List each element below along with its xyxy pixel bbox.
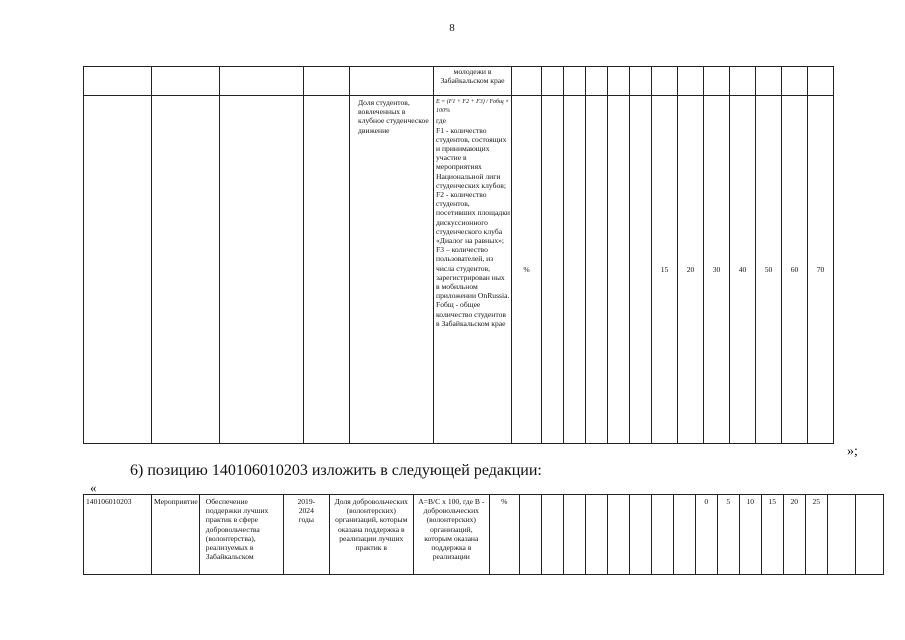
table-cell [756, 67, 782, 96]
table-cell [827, 495, 855, 575]
table-cell [630, 96, 652, 444]
method-line: где [436, 116, 446, 126]
table-cell [541, 495, 563, 575]
table-cell [704, 67, 730, 96]
table-cell [84, 67, 152, 96]
value-cell: 5 [717, 495, 739, 575]
opening-quote: « [90, 480, 97, 495]
table-cell [152, 67, 220, 96]
table-cell [564, 67, 586, 96]
value-cell: 0 [695, 495, 717, 575]
value-cell: 70 [808, 96, 834, 444]
formula: E = (F1 + F2 + F3) / Fобщ × 100% [436, 99, 510, 115]
table-cell [563, 495, 585, 575]
period-cell: 2019-2024 годы [283, 495, 329, 575]
method-line: F2 - количество студентов, посетивших площадки дискуссионного студенческого клуба «Диалог на равных»; [436, 190, 510, 246]
table-cell [782, 67, 808, 96]
table-cell [84, 96, 152, 444]
table-row [84, 495, 884, 575]
table-cell [678, 67, 704, 96]
indicator-method: A=B/C x 100, где B - добровольческих (волонтерских) организаций, которым оказана поддержка в реализации [413, 495, 489, 575]
table-row [84, 67, 834, 96]
method-line: Fобщ - общее количество студентов в Забайкальском крае [436, 300, 506, 328]
table-cell [304, 96, 350, 444]
amendment-heading: 6) позицию 140106010203 изложить в следующей редакции: [130, 462, 542, 479]
table-cell [630, 67, 652, 96]
page-number: 8 [449, 22, 455, 34]
table-cell [673, 495, 695, 575]
table-cell [220, 96, 304, 444]
value-cell: 20 [678, 96, 704, 444]
table-cell [519, 495, 541, 575]
table-row [84, 96, 834, 444]
value-cell: 60 [782, 96, 808, 444]
table-cell [730, 67, 756, 96]
value-cell: 25 [805, 495, 827, 575]
table-cell [152, 96, 220, 444]
value-cell: 40 [730, 96, 756, 444]
table-cell [564, 96, 586, 444]
table-cell [542, 96, 564, 444]
table-cell [586, 96, 608, 444]
table-cell [855, 495, 883, 575]
table-cell [586, 67, 608, 96]
table-cell [608, 96, 630, 444]
indicator-name: Доля студентов, вовлеченных в клубное студенческое движение [350, 96, 434, 444]
indicators-table-continued [83, 66, 834, 444]
indicator-method-tail: молодежи в Забайкальском крае [434, 67, 512, 96]
method-line: F1 - количество студентов, состоящих и принимающих участие в мероприятиях Национальной лиги студенческих клубов; [436, 125, 507, 190]
table-cell [220, 67, 304, 96]
value-cell: 10 [739, 495, 761, 575]
type-cell: Мероприятие [152, 495, 200, 575]
value-cell: 15 [761, 495, 783, 575]
table-cell [350, 67, 434, 96]
table-cell [808, 67, 834, 96]
indicator-method [434, 96, 512, 444]
value-cell: 20 [783, 495, 805, 575]
indicator-name: Доля добровольческих (волонтерских) организаций, которым оказана поддержка в реализации лучших практик в [329, 495, 413, 575]
table-cell [512, 67, 542, 96]
value-cell: 50 [756, 96, 782, 444]
table-cell [629, 495, 651, 575]
method-line: F3 – количество пользователей, из числа студентов, зарегистрирован ных в мобильном приложении OnRussia. [436, 245, 510, 301]
name-cell: Обеспечение поддержки лучших практик в сфере добровольчества (волонтерства), реализуемых в Забайкальском [199, 495, 283, 575]
value-cell: 15 [652, 96, 678, 444]
table-cell [608, 67, 630, 96]
indicators-table-new [83, 494, 884, 575]
closing-quote: »; [847, 444, 858, 459]
value-cell: 30 [704, 96, 730, 444]
unit-cell: % [512, 96, 542, 444]
table-cell [542, 67, 564, 96]
table-cell [652, 67, 678, 96]
unit-cell: % [489, 495, 519, 575]
table-cell [304, 67, 350, 96]
code-cell: 140106010203 [84, 495, 152, 575]
table-cell [651, 495, 673, 575]
table-cell [607, 495, 629, 575]
table-cell [585, 495, 607, 575]
